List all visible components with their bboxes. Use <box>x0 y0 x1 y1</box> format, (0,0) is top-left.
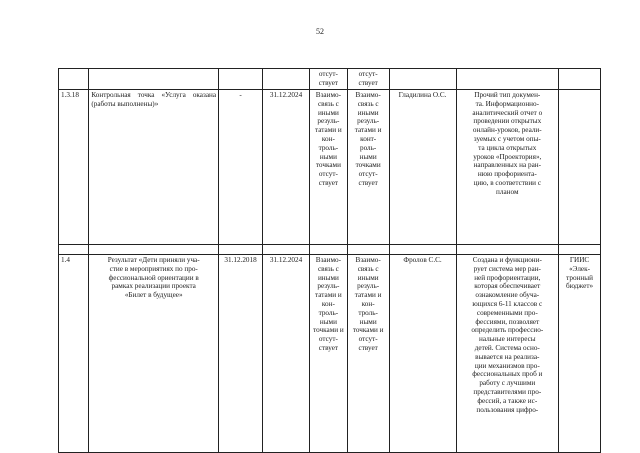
cell-description <box>456 69 559 90</box>
cell-links-points: отсут- ствует <box>347 69 389 90</box>
page-number: 52 <box>316 27 324 36</box>
table-row-spacer <box>59 245 601 255</box>
cell-info-system <box>559 69 601 90</box>
cell-links-results: Взаимо- связь с иными резуль- татами и кон- троль- ными точками отсут- ствует <box>310 90 348 245</box>
cell-links-points: Взаимо- связь с иными резуль- татами и конт- роль- ными точками отсут- ствует <box>347 90 389 245</box>
cell-name: Контрольная точка «Услуга оказана (работы выполнены)» <box>89 90 219 245</box>
cell-name <box>89 69 219 90</box>
cell-info-system <box>559 90 601 245</box>
table-row <box>59 90 601 245</box>
cell-description: Создана и функциони- рует система мер ран- ней профориентации, которая обеспечивает ознакомление обуча- ющихся 6-11 классов с современными про- фессиями, позволяет определить профессио- нальные интересы детей. Система осно- вывается на реализа- ции механизмов про- фессиональных проб и работу с лучшими представителями про- фессий, а также ис- пользования цифро- <box>456 255 559 453</box>
cell-responsible: Гладилина О.С. <box>389 90 456 245</box>
cell-links-points: Взаимо- связь с иными резуль- татами и кон- троль- ными точками и отсут- ствует <box>347 255 389 453</box>
cell-end: 31.12.2024 <box>263 90 310 245</box>
cell-info-system: ГИИС «Элек- тронный бюджет» <box>559 255 601 453</box>
cell-num: 1.3.18 <box>59 90 89 245</box>
plan-table <box>58 68 601 453</box>
cell-start: - <box>219 90 263 245</box>
cell-end: 31.12.2024 <box>263 255 310 453</box>
cell-start <box>219 69 263 90</box>
cell-num: 1.4 <box>59 255 89 453</box>
cell-links-results: Взаимо- связь с иными резуль- татами и кон- троль- ными точками и отсут- ствует <box>310 255 348 453</box>
cell-end <box>263 69 310 90</box>
table-row <box>59 255 601 453</box>
cell-num <box>59 69 89 90</box>
cell-name: Результат «Дети приняли уча- стие в мероприятиях по про- фессиональной ориентации в рамках реализации проекта «Билет в будущее» <box>89 255 219 453</box>
cell-responsible <box>389 69 456 90</box>
table-row-continuation <box>59 69 601 90</box>
cell-description: Прочий тип докумен- та. Информационно- аналитический отчет о проведении открытых онлайн-уроков, реали- зуемых с учетом опы- та цикла открытых уроков «Проектория», направленных на ран- нюю профориента- цию, в соответствии с планом <box>456 90 559 245</box>
cell-links-results: отсут- ствует <box>310 69 348 90</box>
cell-responsible: Фролов С.С. <box>389 255 456 453</box>
cell-start: 31.12.2018 <box>219 255 263 453</box>
